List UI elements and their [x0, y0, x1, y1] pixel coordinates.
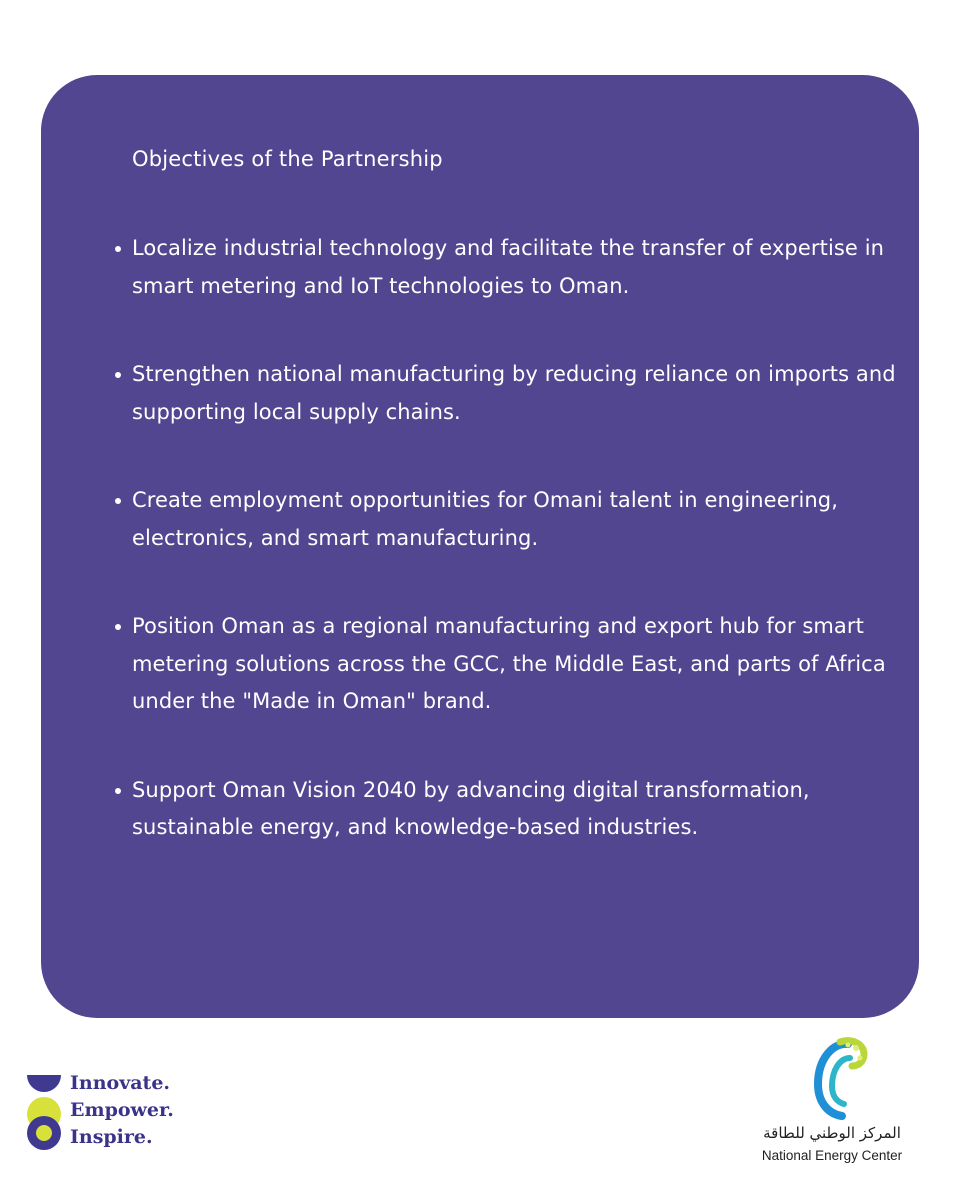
objective-item — [132, 356, 902, 431]
objective-text: Position Oman as a regional manufacturing and export hub for smart metering solutions across the GCC, the Middle East, and parts of Africa under the "Made in Oman" brand. — [132, 614, 886, 713]
objective-item — [132, 230, 902, 305]
energy-center-logo-icon — [804, 1036, 868, 1122]
brand-name-english: National Energy Center — [761, 1148, 903, 1163]
tagline-inspire: Inspire. — [70, 1126, 153, 1148]
objective-item — [132, 772, 902, 847]
objective-item — [132, 608, 902, 721]
tagline-innovate: Innovate. — [70, 1072, 171, 1094]
bullet-icon — [115, 246, 121, 252]
bullet-icon — [115, 372, 121, 378]
national-energy-center-logo — [752, 1036, 922, 1171]
objective-text: Localize industrial technology and facilitate the transfer of expertise in smart metering and IoT technologies to Oman. — [132, 236, 885, 298]
tagline-emblem-icon — [24, 1070, 64, 1155]
objective-text: Create employment opportunities for Omani talent in engineering, electronics, and smart manufacturing. — [132, 488, 838, 550]
tagline-empower: Empower. — [70, 1099, 174, 1121]
card-heading: Objectives of the Partnership — [132, 147, 443, 171]
tagline-block — [24, 1070, 194, 1155]
brand-name-arabic: المركز الوطني للطاقة — [763, 1124, 901, 1142]
objectives-card — [41, 75, 919, 1018]
objective-text: Strengthen national manufacturing by reducing reliance on imports and supporting local supply chains. — [132, 362, 896, 424]
objective-item — [132, 482, 902, 557]
objective-text: Support Oman Vision 2040 by advancing digital transformation, sustainable energy, and knowledge-based industries. — [132, 777, 810, 839]
bullet-icon — [115, 788, 121, 794]
bullet-icon — [115, 624, 121, 630]
bullet-icon — [115, 498, 121, 504]
objectives-list — [132, 230, 902, 898]
